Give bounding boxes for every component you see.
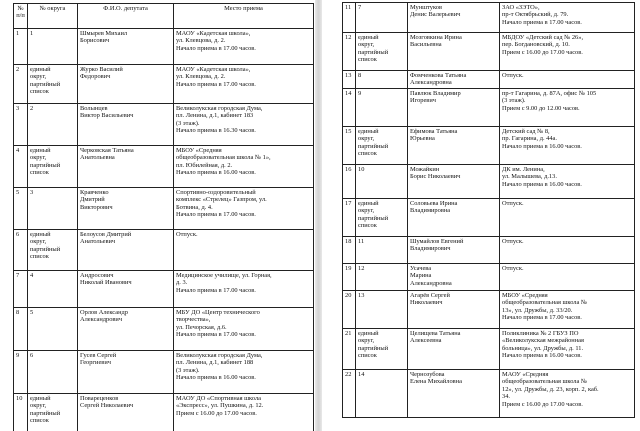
cell-district: 14 [356, 370, 408, 418]
cell-name: Целищева Татьяна Алексеевна [408, 329, 500, 370]
cell-place: Отпуск. [500, 199, 635, 237]
cell-num: 21 [343, 329, 356, 370]
table-row [14, 65, 314, 104]
cell-place: пр-т Гагарина, д. 87А, офис № 105 (3 этаж). Прием с 9.00 до 12.00 часов. [500, 89, 635, 127]
cell-district: единый округ, партийный список [356, 329, 408, 370]
cell-name: Фомченкова Татьяна Александровна [408, 71, 500, 89]
table-row [343, 71, 635, 89]
cell-district: единый округ, партийный список [356, 127, 408, 165]
table-row [14, 104, 314, 146]
table-row [14, 271, 314, 308]
cell-num: 2 [14, 65, 28, 104]
cell-place: МАОУ ДО «Спортивная школа «Экспресс», ул. Пушкина, д. 12. Прием с 16.00 до 17.00 часов. [174, 394, 314, 431]
cell-name: Можайкин Борис Николаевич [408, 165, 500, 199]
table-row [343, 165, 635, 199]
table-row [14, 188, 314, 230]
table-row [343, 264, 635, 291]
cell-num: 14 [343, 89, 356, 127]
table-row [343, 3, 635, 33]
cell-name: Усачева Марина Александровна [408, 264, 500, 291]
cell-place: Отпуск. [500, 237, 635, 264]
cell-district: 7 [356, 3, 408, 33]
table-header-row [14, 4, 314, 29]
cell-district: единый округ, партийный список [28, 65, 78, 104]
cell-name: Агарёв Сергей Николаевич [408, 291, 500, 329]
reception-schedule-table-right [342, 2, 635, 418]
cell-district: 11 [356, 237, 408, 264]
cell-place: Спортивно-оздоровительный комплекс «Стрелец» Газпром, ул. Ботвина, д. 4. Начало приема в 17.00 часов. [174, 188, 314, 230]
cell-num: 15 [343, 127, 356, 165]
cell-name: Чернозубова Елена Михайловна [408, 370, 500, 418]
page-gutter [315, 0, 322, 431]
cell-district: 12 [356, 264, 408, 291]
cell-place: Медицинское училище, ул. Горная, д. 3. Начало приема в 17.00 часов. [174, 271, 314, 308]
table-row [14, 146, 314, 188]
cell-num: 18 [343, 237, 356, 264]
cell-num: 8 [14, 308, 28, 351]
cell-num: 13 [343, 71, 356, 89]
cell-name: Соловьева Ирина Владимировна [408, 199, 500, 237]
cell-district: 3 [28, 188, 78, 230]
cell-district: 1 [28, 29, 78, 65]
cell-name: Повареценков Сергей Николаевич [78, 394, 174, 431]
table-row [343, 127, 635, 165]
cell-num: 3 [14, 104, 28, 146]
cell-place: МБУ ДО «Центр технического творчества», ул. Печорская, д.6. Начало приема в 17.00 часов. [174, 308, 314, 351]
cell-place: Отпуск. [500, 71, 635, 89]
cell-num: 12 [343, 33, 356, 71]
cell-name: Кравченко Дмитрий Викторович [78, 188, 174, 230]
cell-num: 5 [14, 188, 28, 230]
table-row [14, 29, 314, 65]
cell-place: ЗАО «ЗЭТО», пр-т Октябрьский, д. 79. Начало приема в 17.00 часов. [500, 3, 635, 33]
cell-place: Детский сад № 8, пр. Гагарина, д. 44а. Начало приема в 16.00 часов. [500, 127, 635, 165]
cell-district: 13 [356, 291, 408, 329]
table-body-left [14, 29, 314, 431]
header-name: Ф.И.О. депутата [78, 4, 174, 29]
cell-place: МАОУ «Средняя общеобразовательная школа № 12», ул. Дружбы, д. 23, корп. 2, каб. 34. Прием с 16.00 до 17.00 часов. [500, 370, 635, 418]
cell-district: 6 [28, 351, 78, 394]
cell-district: 8 [356, 71, 408, 89]
table-row [343, 89, 635, 127]
table-row [343, 370, 635, 418]
cell-num: 10 [14, 394, 28, 431]
cell-name: Мунштуков Денис Валерьевич [408, 3, 500, 33]
cell-district: 2 [28, 104, 78, 146]
reception-schedule-table-left [13, 3, 314, 431]
cell-place: МБОУ «Средняя общеобразовательная школа № 1», пл. Юбилейная, д. 2. Начало приема в 16.00 часов. [174, 146, 314, 188]
cell-place: ДК им. Ленина, ул. Малышева, д.13. Начало приема в 16.00 часов. [500, 165, 635, 199]
table-row [14, 308, 314, 351]
table-row [343, 291, 635, 329]
cell-name: Волынцев Виктор Васильевич [78, 104, 174, 146]
cell-name: Ефимова Татьяна Юрьевна [408, 127, 500, 165]
cell-district: единый округ, партийный список [28, 146, 78, 188]
cell-district: 9 [356, 89, 408, 127]
table-row [14, 230, 314, 271]
cell-place: Великолукская городская Дума, пл. Ленина, д.1, кабинет 183 (3 этаж). Начало приема в 16.30 часов. [174, 104, 314, 146]
left-page [0, 0, 315, 431]
cell-name: Журко Василий Федорович [78, 65, 174, 104]
cell-place: МАОУ «Кадетская школа», ул. Клевцова, д. 2. Начало приема в 17.00 часов. [174, 65, 314, 104]
cell-num: 19 [343, 264, 356, 291]
table-row [14, 394, 314, 431]
right-page [322, 0, 640, 431]
cell-num: 17 [343, 199, 356, 237]
header-num: № п/п [14, 4, 28, 29]
table-row [343, 329, 635, 370]
header-district: № округа [28, 4, 78, 29]
cell-district: единый округ, партийный список [356, 33, 408, 71]
cell-num: 9 [14, 351, 28, 394]
cell-place: МБОУ «Средняя общеобразовательная школа № 13», ул. Дружбы, д. 33/20. Начало приема в 17.00 часов. [500, 291, 635, 329]
cell-district: единый округ, партийный список [28, 230, 78, 271]
header-place: Место приема [174, 4, 314, 29]
table-row [343, 33, 635, 71]
cell-name: Мозговкина Ирина Васильевна [408, 33, 500, 71]
cell-name: Белоусов Дмитрий Анатольевич [78, 230, 174, 271]
cell-name: Гусев Сергей Георгиевич [78, 351, 174, 394]
cell-district: 4 [28, 271, 78, 308]
cell-district: единый округ, партийный список [356, 199, 408, 237]
cell-num: 4 [14, 146, 28, 188]
cell-num: 7 [14, 271, 28, 308]
cell-place: МБДОУ «Детский сад № 26», пер. Богдановский, д. 10. Прием с 16.00 до 17.00 часов. [500, 33, 635, 71]
cell-num: 16 [343, 165, 356, 199]
cell-name: Черковская Татьяна Анатольевна [78, 146, 174, 188]
cell-place: Великолукская городская Дума, пл. Ленина, д.1, кабинет 188 (3 этаж). Начало приема в 16.00 часов. [174, 351, 314, 394]
cell-place: Отпуск. [174, 230, 314, 271]
table-row [343, 237, 635, 264]
cell-name: Павлюк Владимир Игоревич [408, 89, 500, 127]
cell-num: 20 [343, 291, 356, 329]
cell-name: Андросович Николай Иванович [78, 271, 174, 308]
cell-num: 22 [343, 370, 356, 418]
cell-num: 6 [14, 230, 28, 271]
cell-place: Отпуск. [500, 264, 635, 291]
cell-num: 1 [14, 29, 28, 65]
cell-district: единый округ, партийный список [28, 394, 78, 431]
cell-district: 5 [28, 308, 78, 351]
cell-name: Орлов Александр Александрович [78, 308, 174, 351]
cell-name: Шмырев Михаил Борисович [78, 29, 174, 65]
cell-place: МАОУ «Кадетская школа», ул. Клевцова, д. 2. Начало приема в 17.00 часов. [174, 29, 314, 65]
cell-name: Шумайлов Евгений Владимирович [408, 237, 500, 264]
cell-district: 10 [356, 165, 408, 199]
cell-num: 11 [343, 3, 356, 33]
cell-place: Поликлиника № 2 ГБУЗ ПО «Великолукская межрайонная больница», ул. Дружбы, д. 11. Начало приема в 16.00 часов. [500, 329, 635, 370]
table-row [343, 199, 635, 237]
table-row [14, 351, 314, 394]
table-body-right [343, 3, 635, 418]
